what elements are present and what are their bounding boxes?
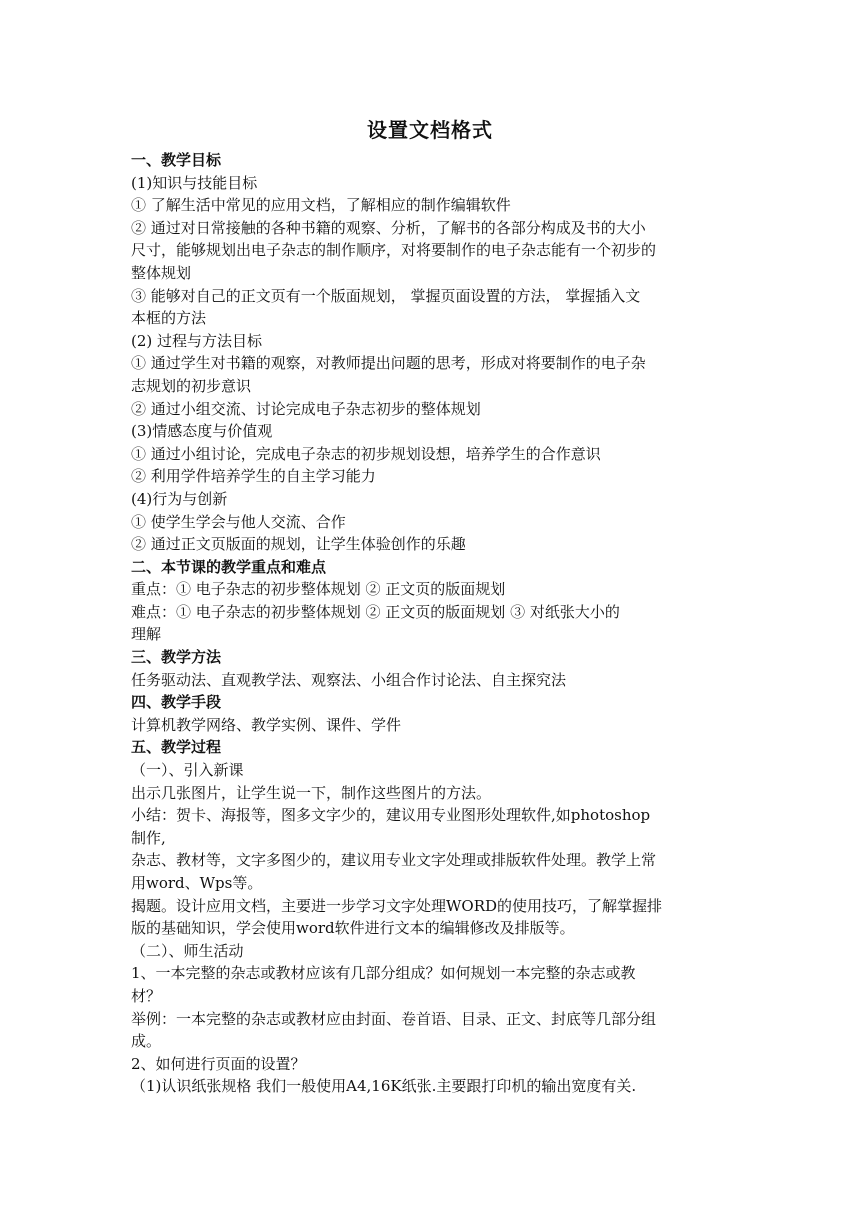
text-line: 难点：① 电子杂志的初步整体规划 ② 正文页的版面规划 ③ 对纸张大小的 [131, 602, 620, 621]
text-line: (1)知识与技能目标 [131, 173, 258, 192]
text-line: ② 通过对日常接触的各种书籍的观察、分析，了解书的各部分构成及书的大小 [131, 218, 646, 237]
text-line: ① 通过小组讨论，完成电子杂志的初步规划设想，培养学生的合作意识 [131, 444, 601, 463]
text-line: 材？ [131, 986, 162, 1005]
text-line: 小结：贺卡、海报等，图多文字少的，建议用专业图形处理软件,如photoshop [131, 806, 651, 825]
text-line: ① 了解生活中常见的应用文档，了解相应的制作编辑软件 [131, 196, 511, 215]
text-line: 制作, [131, 828, 166, 847]
section-heading: 三、教学方法 [131, 648, 222, 667]
text-line: 本框的方法 [131, 309, 207, 328]
text-line: 整体规划 [131, 263, 192, 282]
text-line: 出示几张图片，让学生说一下，制作这些图片的方法。 [131, 783, 492, 802]
text-line: 计算机教学网络、教学实例、课件、学件 [131, 715, 402, 734]
section-heading: 五、教学过程 [131, 738, 222, 757]
text-line: ① 使学生学会与他人交流、合作 [131, 512, 346, 531]
text-line: ① 通过学生对书籍的观察，对教师提出问题的思考，形成对将要制作的电子杂 [131, 354, 646, 373]
text-line: 2、如何进行页面的设置？ [131, 1054, 306, 1073]
document-title: 设置文档格式 [367, 118, 493, 142]
text-line: 杂志、教材等，文字多图少的，建议用专业文字处理或排版软件处理。教学上常 [131, 851, 657, 870]
text-line: （二）、师生活动 [131, 941, 244, 960]
text-line: 用word、Wps等。 [131, 874, 263, 892]
text-line: （一）、引入新课 [131, 761, 244, 780]
text-line: 志规划的初步意识 [131, 376, 252, 395]
text-line: （1)认识纸张规格 我们一般使用A4,16K纸张.主要跟打印机的输出宽度有关. [131, 1077, 637, 1096]
text-line: 重点：① 电子杂志的初步整体规划 ② 正文页的版面规划 [131, 580, 506, 599]
section-heading: 一、教学目标 [131, 151, 222, 169]
section-heading: 二、本节课的教学重点和难点 [131, 557, 327, 576]
text-line: 成。 [131, 1032, 162, 1051]
text-line: 任务驱动法、直观教学法、观察法、小组合作讨论法、自主探究法 [131, 670, 567, 689]
text-line: ② 通过正文页版面的规划，让学生体验创作的乐趣 [131, 535, 466, 554]
text-line: ② 利用学件培养学生的自主学习能力 [131, 467, 376, 486]
text-line: ③ 能够对自己的正文页有一个版面规划， 掌握页面设置的方法， 掌握插入文 [131, 286, 641, 305]
text-line: (3)情感态度与价值观 [131, 422, 273, 441]
text-line: 1、一本完整的杂志或教材应该有几部分组成？如何规划一本完整的杂志或教 [131, 964, 636, 983]
section-heading: 四、教学手段 [131, 693, 222, 712]
text-line: 理解 [131, 625, 162, 644]
text-line: ② 通过小组交流、讨论完成电子杂志初步的整体规划 [131, 399, 481, 418]
text-line: 揭题。设计应用文档，主要进一步学习文字处理WORD的使用技巧，了解掌握排 [131, 896, 663, 915]
document-body [131, 149, 731, 1098]
text-line: 举例：一本完整的杂志或教材应由封面、卷首语、目录、正文、封底等几部分组 [131, 1009, 657, 1028]
text-line: (2) 过程与方法目标 [131, 331, 263, 350]
text-line: 尺寸，能够规划出电子杂志的制作顺序，对将要制作的电子杂志能有一个初步的 [131, 241, 657, 260]
text-line: 版的基础知识，学会使用word软件进行文本的编辑修改及排版等。 [131, 919, 575, 938]
text-line: (4)行为与创新 [131, 489, 228, 508]
